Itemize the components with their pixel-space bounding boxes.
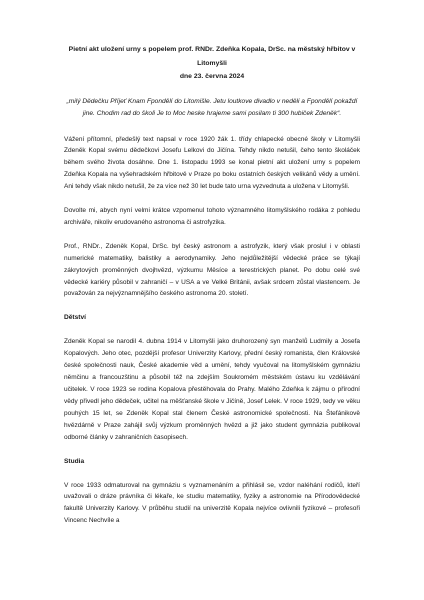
paragraph-childhood: Zdeněk Kopal se narodil 4. dubna 1914 v Litomyšli jako druhorozený syn manželů Ludmily a Josefa Kopalových. Jeho otec, pozdější profesor Univerzity Karlovy, přední český romanista, člen Královské české společnosti nauk, České akademie věd a umění, tehdy vyučoval na litomyšlském gymnáziu němčinu a francouzštinu a působil též na zdejším Soukromém městském ústavu ku vzdělávání učitelek. V roce 1923 se rodina Kopalova přestěhovala do Prahy. Malého Zdeňka k zájmu o přírodní vědy přivedl jeho dědeček, učitel na měšťanské škole v Jičíně, Josef Lelek. V roce 1929, tedy ve věku pouhých 15 let, se Zdeněk Kopal stal členem České astronomické společnosti. Na Štefánikově hvězdárně v Praze zahájil svůj výzkum proměnných hvězd a již jako student gymnázia publikoval odborné články v zahraničních časopisech. [64,338,360,441]
title-line-1: Pietní akt uložení urny s popelem prof. RNDr. Zdeňka Kopala, DrSc. na městský hřbitov v Litomyšli [68,46,356,67]
document-title [64,43,360,84]
paragraph-intro: Vážení přítomní, předešlý text napsal v roce 1920 žák 1. třídy chlapecké obecné školy v Litomyšli Zdeněk Kopal svému dědečkovi Josefu Lelkovi do Jičína. Tehdy nikdo netušil, čeho tento školáček během svého života dosáhne. Dne 1. listopadu 1993 se konal pietní akt uložení urny s popelem Zdeňka Kopala na vyšehradském hřbitově v Praze po boku ostatních českých velikánů vědy a umění. Ani tehdy však nikdo netušil, že za více než 30 let bude tato urna vyzvednuta a uložena v Litomyšli. [64,135,360,191]
paragraph-archivist: Dovolte mi, abych nyní velmi krátce vzpomenul tohoto významného litomyšlského rodáka z pohledu archiváře, nikoliv erudovaného astronoma či astrofyzika. [64,207,360,226]
section-heading-studies: Studia [64,457,85,465]
section-heading-childhood: Dětství [64,314,86,322]
title-line-2: dne 23. června 2024 [179,73,245,80]
paragraph-biography: Prof., RNDr., Zdeněk Kopal, DrSc. byl český astronom a astrofyzik, který však proslul i v oblasti numerické matematiky, balistiky a aerodynamiky. Jeho nejdůležitější vědecké práce se týkají zákrytových proměnných dvojhvězd, výzkumu Měsíce a terestrických planet. Po dobu celé své vědecké kariéry působil v zahraničí – v USA a ve Velké Británii, avšak srdcem zůstal vlastencem. Je považován za nejvýznamnějšího českého astronoma 20. století. [64,242,360,298]
paragraph-studies: V roce 1933 odmaturoval na gymnáziu s vyznamenáním a přihlásil se, vzdor naléhání rodičů, kteří uvažovali o dráze právníka či lékaře, ke studiu matematiky, fyziky a astronomie na Přírodovědecké fakultě Univerzity Karlovy. V průběhu studií na univerzitě Kopala nejvíce ovlivnili fyzikové – profesoři Vincenc Nechvíle a [64,481,360,525]
letter-quote: „milý Dědečku Příjeť Knam Fpondělí do Litomišle. Jetu loutkove divadlo v neděli a Fpondělí pokaždí jine. Chodim rad do školi Je to Moc heske hrajeme sami posilam ti 300 hubiček Zdeněk“. [66,97,358,117]
